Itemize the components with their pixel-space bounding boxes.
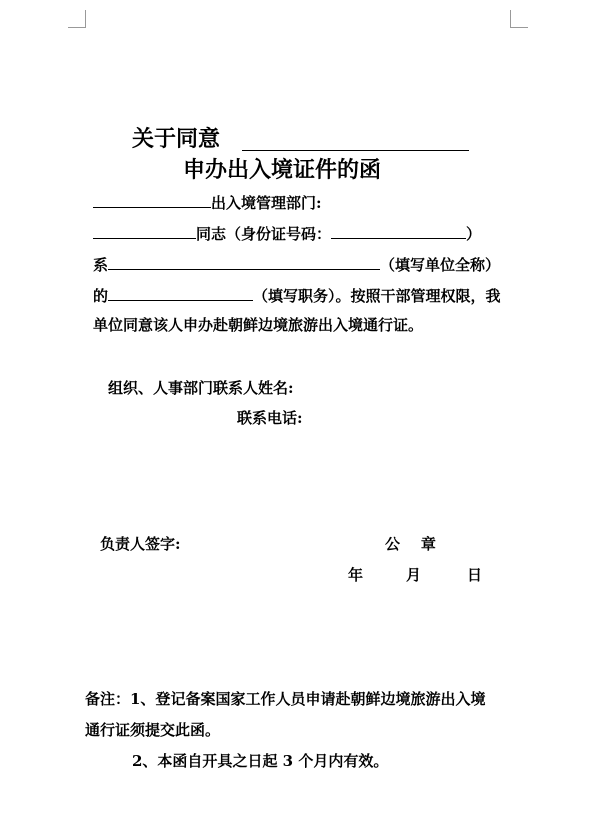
applicant-name-blank[interactable] bbox=[93, 221, 196, 239]
date-month: 月 bbox=[406, 566, 422, 584]
recipient-blank[interactable] bbox=[93, 190, 211, 208]
position-prefix: 的 bbox=[93, 287, 109, 305]
recipient-line bbox=[93, 190, 322, 213]
applicant-line bbox=[93, 221, 481, 244]
title-prefix: 关于同意 bbox=[132, 126, 221, 152]
recipient-suffix: 出入境管理部门: bbox=[211, 194, 322, 212]
title-line-1 bbox=[132, 122, 220, 153]
unit-name-blank[interactable] bbox=[108, 252, 380, 270]
position-blank[interactable] bbox=[108, 283, 253, 301]
unit-suffix: （填写单位全称） bbox=[380, 256, 501, 274]
note-1-line-1: 备注：1、登记备案国家工作人员申请赴朝鲜边境旅游出入境 bbox=[85, 690, 486, 708]
seal-label: 公 章 bbox=[385, 535, 436, 553]
unit-prefix: 系 bbox=[93, 256, 109, 274]
applicant-label: 同志（身份证号码： bbox=[196, 225, 332, 243]
date-year: 年 bbox=[348, 566, 364, 584]
id-number-blank[interactable] bbox=[331, 221, 466, 239]
applicant-close: ） bbox=[466, 225, 482, 243]
contact-phone-label: 联系电话: bbox=[237, 409, 303, 427]
title-line-2: 申办出入境证件的函 bbox=[183, 157, 382, 183]
date-day: 日 bbox=[467, 566, 483, 584]
title-blank-line[interactable] bbox=[242, 128, 469, 151]
position-line bbox=[93, 283, 501, 306]
note-2: 2、本函自开具之日起 3 个月内有效。 bbox=[132, 752, 389, 770]
consent-line: 单位同意该人申办赴朝鲜边境旅游出入境通行证。 bbox=[93, 316, 424, 334]
corner-mark-top-left bbox=[68, 10, 86, 28]
corner-mark-top-right bbox=[510, 10, 528, 28]
contact-name-label: 组织、人事部门联系人姓名: bbox=[108, 379, 294, 397]
note-1-line-2: 通行证须提交此函。 bbox=[85, 721, 221, 739]
unit-line bbox=[93, 252, 500, 275]
signature-label: 负责人签字: bbox=[100, 535, 181, 553]
position-suffix: （填写职务）。按照干部管理权限，我 bbox=[253, 287, 501, 305]
